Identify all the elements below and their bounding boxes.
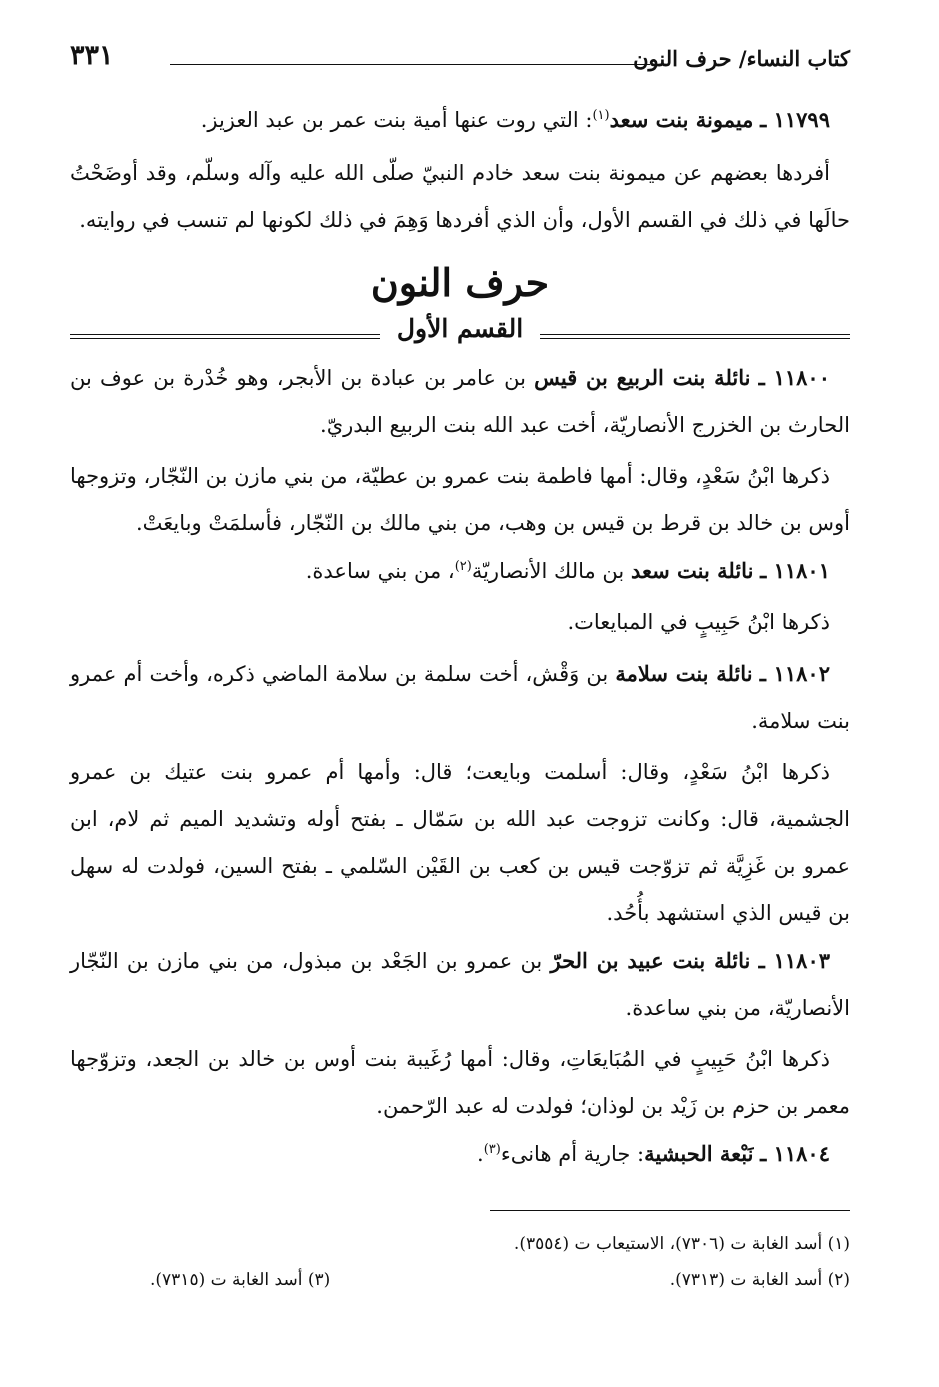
section-title: القسم الأول <box>396 314 524 343</box>
entry-11800 <box>70 354 850 449</box>
entry-number: ١١٨٠٢ ـ <box>759 661 830 686</box>
page-number: ٣٣١ <box>70 40 114 71</box>
footnote-rule <box>490 1210 850 1211</box>
paragraph: ذكرها ابْنُ حَبِيبٍ في المبايعات. <box>567 610 830 634</box>
entry-11804 <box>70 1130 850 1178</box>
entry-11801 <box>70 547 850 595</box>
page-header <box>70 38 850 78</box>
book-page <box>70 38 850 1290</box>
paragraph: ذكرها ابْنُ سَعْدٍ، وقال: أمها فاطمة بنت عمرو بن عطيّة، من بني مازن بن النّجّار، وتزوجها أوس بن خالد بن قرط بن قيس بن وهب، من بني مالك بن النّجّار، فأسلمَتْ وبايعَتْ. <box>70 464 850 535</box>
entry-text: بن مالك الأنصاريّة <box>471 559 631 583</box>
paragraph: أفردها بعضهم عن ميمونة بنت سعد خادم النبيّ صلّى الله عليه وآله وسلّم، وقد أوضَحْتُ حالَها في ذلك في القسم الأول، وأن الذي أفردها وَهِمَ في ذلك لكونها لم تنسب في روايته. <box>70 161 850 232</box>
entry-name: نائلة بنت سعد <box>630 558 754 583</box>
footnote-ref[interactable]: (٣) <box>483 1142 501 1157</box>
entry-text: : التي روت عنها أمية بنت عمر بن عبد العزيز. <box>200 108 593 132</box>
paragraph: ذكرها ابْنُ سَعْدٍ، وقال: أسلمت وبايعت؛ قال: وأمها أم عمرو بنت عتيك بن عمرو الجشمية، قال: وكانت تزوجت عبد الله بن سَمّال ـ بفتح أوله وتشديد الميم ثم لام، ابن عمرو بن غَزِيَّة ثم تزوّجت قيس بن كعب بن القَيْن السّلمي ـ بفتح السين، فولدت له سهل بن قيس الذي استشهد بأُحُد. <box>70 760 850 925</box>
footnote-row <box>70 1262 850 1298</box>
footnote-row <box>70 1226 850 1262</box>
footnote-1: (١) أسد الغابة ت (٧٣٠٦)، الاستيعاب ت (٣٥٥٤). <box>513 1234 850 1254</box>
paragraph: ذكرها ابْنُ حَبِيبٍ في المُبَايعَاتِ، وقال: أمها رُغَيبة بنت أوس بن خالد بن الجعد، وتزوّجها معمر بن حزم بن زَيْد بن لوذان؛ فولدت له عبد الرّحمن. <box>70 1047 850 1118</box>
header-rule <box>170 64 650 65</box>
footnote-ref[interactable]: (١) <box>592 108 610 123</box>
entry-11803 <box>70 937 850 1032</box>
entry-number: ١١٨٠٠ ـ <box>758 365 830 390</box>
entry-name: نائلة بنت عبيد بن الحرّ <box>550 948 751 973</box>
entry-number: ١١٨٠٣ ـ <box>758 948 831 973</box>
footnotes <box>70 1226 850 1298</box>
entry-text: ، من بني ساعدة. <box>305 559 455 583</box>
section-rule-left <box>70 334 380 339</box>
entry-text: : جارية أم هانىء <box>500 1142 645 1166</box>
running-title: كتاب النساء/ حرف النون <box>633 46 850 71</box>
section-title-row <box>70 314 850 350</box>
entry-number: ١١٨٠٤ ـ <box>760 1141 830 1166</box>
entry-name: نَبْعة الحبشية <box>644 1141 754 1166</box>
entry-text: . <box>477 1142 484 1166</box>
entry-11799 <box>70 96 850 144</box>
entry-number: ١١٧٩٩ ـ <box>760 107 830 132</box>
footnote-ref[interactable]: (٢) <box>454 559 472 574</box>
entry-number: ١١٨٠١ ـ <box>760 558 830 583</box>
footnote-3: (٣) أسد الغابة ت (٧٣١٥). <box>150 1270 331 1290</box>
entry-11802 <box>70 650 850 745</box>
entry-name: ميمونة بنت سعد <box>609 107 754 132</box>
entry-text: بن عمرو بن الجَعْد بن مبذول، من بني مازن بن النّجّار الأنصاريّة، من بني ساعدة. <box>70 949 850 1020</box>
letter-heading: حرف النون <box>370 260 550 305</box>
entry-name: نائلة بنت سلامة <box>615 661 753 686</box>
entry-text: بن عامر بن عبادة بن الأبجر، وهو خُدْرة بن عوف بن الحارث بن الخزرج الأنصاريّة، أخت عبد الله بنت الربيع البدريّ. <box>70 366 850 437</box>
entry-name: نائلة بنت الربيع بن قيس <box>534 365 751 390</box>
footnote-2: (٢) أسد الغابة ت (٧٣١٣). <box>669 1270 850 1290</box>
entry-text: بن وَقْش، أخت سلمة بن سلامة الماضي ذكره، وأخت أم عمرو بنت سلامة. <box>70 662 850 733</box>
